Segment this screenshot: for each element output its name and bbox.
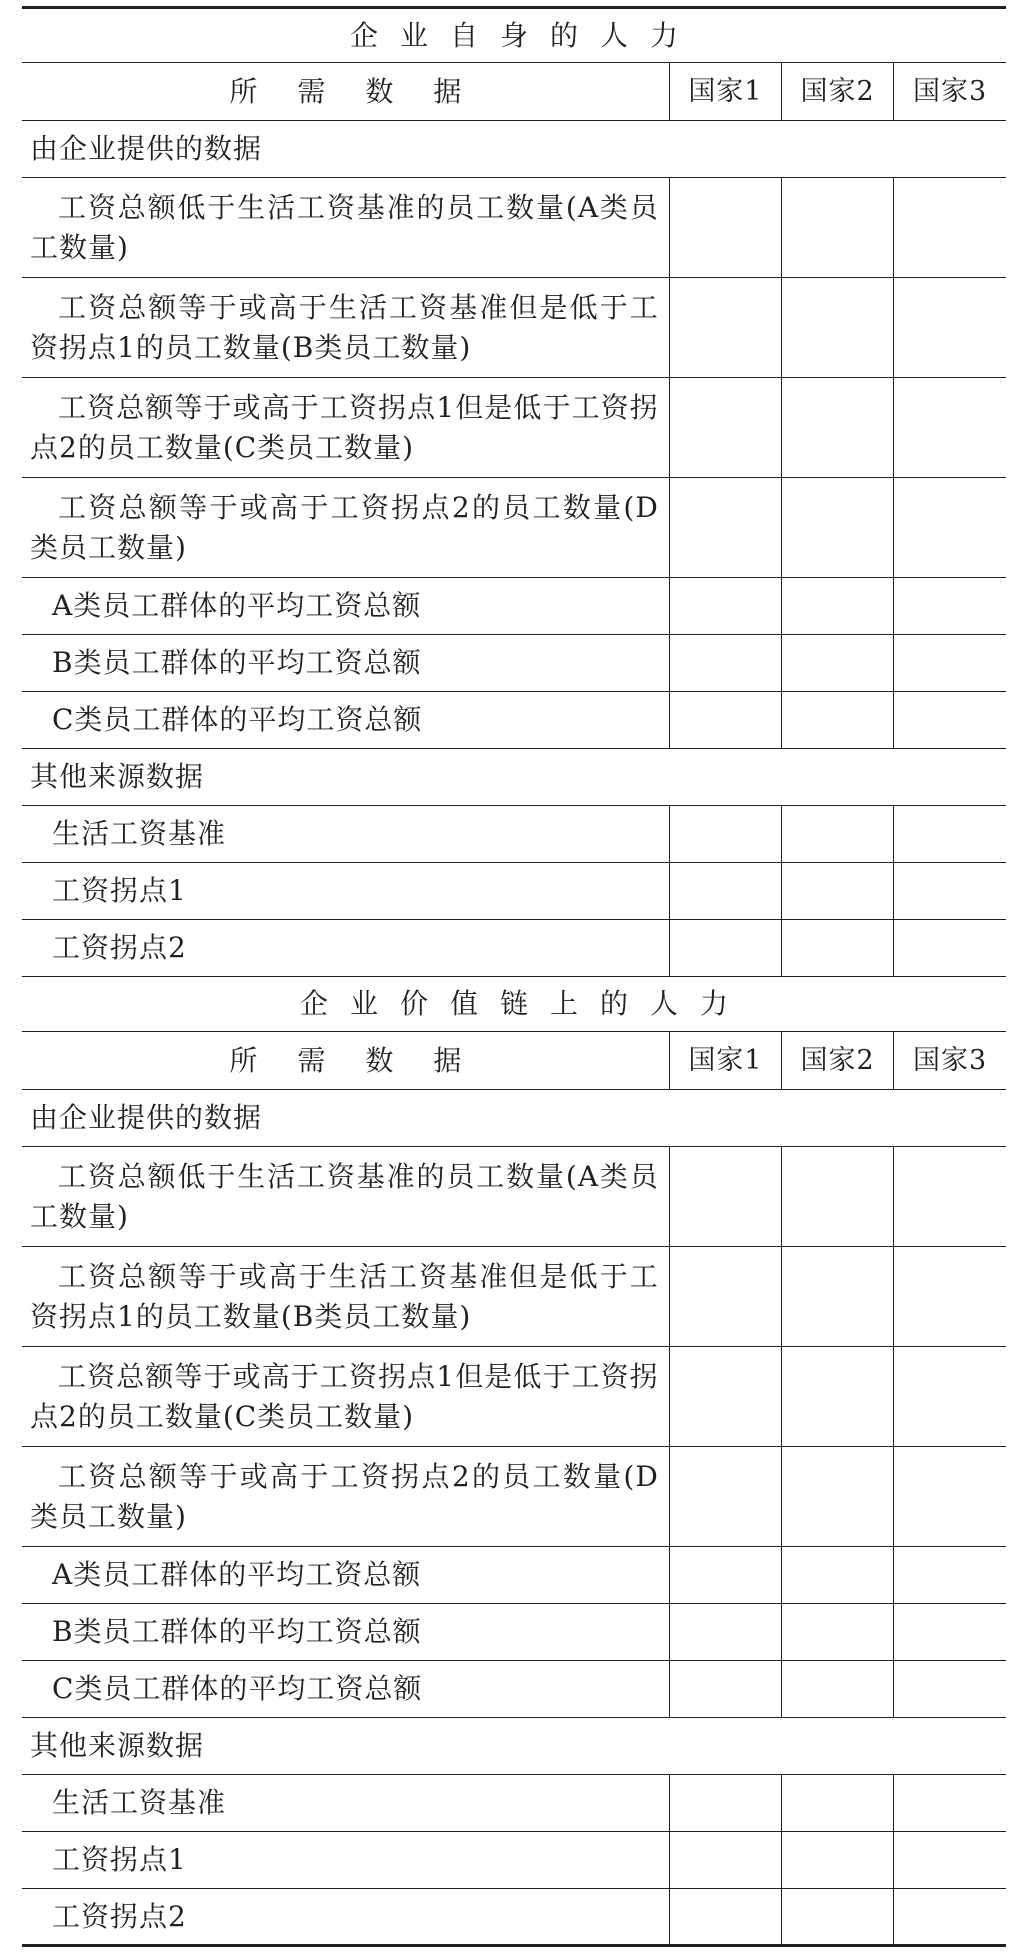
country-2-cell [782, 806, 894, 863]
country-3-cell [894, 578, 1006, 635]
row-label: 生活工资基准 [22, 1775, 669, 1832]
row-label: A类员工群体的平均工资总额 [22, 1547, 669, 1604]
country-1-cell [669, 806, 781, 863]
country-1-cell [669, 278, 781, 378]
row-label: B类员工群体的平均工资总额 [22, 635, 669, 692]
table-row [22, 578, 1006, 635]
group-row [22, 1718, 1006, 1775]
country-2-cell [782, 178, 894, 278]
row-label: 工资总额等于或高于工资拐点1但是低于工资拐点2的员工数量(C类员工数量) [22, 378, 669, 478]
country-1-cell [669, 1889, 781, 1946]
country-3-cell [894, 863, 1006, 920]
country-1-cell [669, 178, 781, 278]
row-label: C类员工群体的平均工资总额 [22, 1661, 669, 1718]
country-3-cell [894, 1447, 1006, 1547]
company-data-group-label: 由企业提供的数据 [22, 121, 1006, 178]
country-1-cell [669, 378, 781, 478]
group-row [22, 1090, 1006, 1147]
group-row [22, 749, 1006, 806]
section-title: 企业价值链上的人力 [22, 977, 1006, 1032]
row-label: 工资总额低于生活工资基准的员工数量(A类员工数量) [22, 178, 669, 278]
country-2-cell [782, 1347, 894, 1447]
country-2-cell [782, 578, 894, 635]
data-requirements-table [22, 6, 1006, 1947]
country-2-header: 国家2 [782, 63, 894, 121]
table-row [22, 1661, 1006, 1718]
country-1-cell [669, 1661, 781, 1718]
country-2-cell [782, 278, 894, 378]
country-3-cell [894, 806, 1006, 863]
table-row [22, 1604, 1006, 1661]
table-row [22, 692, 1006, 749]
country-2-cell [782, 692, 894, 749]
row-label: 工资总额低于生活工资基准的员工数量(A类员工数量) [22, 1147, 669, 1247]
table-row [22, 1247, 1006, 1347]
country-1-cell [669, 692, 781, 749]
country-3-cell [894, 1347, 1006, 1447]
country-3-cell [894, 1832, 1006, 1889]
row-label: 工资总额等于或高于工资拐点2的员工数量(D类员工数量) [22, 478, 669, 578]
country-3-header: 国家3 [894, 63, 1006, 121]
table-row [22, 1347, 1006, 1447]
country-3-cell [894, 1889, 1006, 1946]
country-1-cell [669, 578, 781, 635]
row-label: 工资拐点2 [22, 1889, 669, 1946]
country-1-cell [669, 863, 781, 920]
table-row [22, 1547, 1006, 1604]
table-row [22, 478, 1006, 578]
row-label: B类员工群体的平均工资总额 [22, 1604, 669, 1661]
country-2-cell [782, 863, 894, 920]
country-3-cell [894, 920, 1006, 977]
country-2-header: 国家2 [782, 1032, 894, 1090]
country-2-cell [782, 1547, 894, 1604]
country-3-cell [894, 1604, 1006, 1661]
row-label: 工资总额等于或高于工资拐点2的员工数量(D类员工数量) [22, 1447, 669, 1547]
country-3-cell [894, 635, 1006, 692]
country-3-cell [894, 1547, 1006, 1604]
country-2-cell [782, 1832, 894, 1889]
country-1-cell [669, 1347, 781, 1447]
country-3-cell [894, 692, 1006, 749]
country-2-cell [782, 920, 894, 977]
country-1-cell [669, 920, 781, 977]
data-requirements-document [22, 6, 1006, 1947]
country-2-cell [782, 1775, 894, 1832]
table-row [22, 863, 1006, 920]
country-1-cell [669, 1447, 781, 1547]
column-header-row [22, 63, 1006, 121]
table-row [22, 178, 1006, 278]
row-label: 工资总额等于或高于工资拐点1但是低于工资拐点2的员工数量(C类员工数量) [22, 1347, 669, 1447]
country-2-cell [782, 1247, 894, 1347]
table-row [22, 1889, 1006, 1946]
row-label: 生活工资基准 [22, 806, 669, 863]
row-label: A类员工群体的平均工资总额 [22, 578, 669, 635]
country-1-cell [669, 1775, 781, 1832]
country-1-cell [669, 1604, 781, 1661]
company-data-group-label: 由企业提供的数据 [22, 1090, 1006, 1147]
row-label: C类员工群体的平均工资总额 [22, 692, 669, 749]
section-title: 企业自身的人力 [22, 8, 1006, 63]
table-row [22, 920, 1006, 977]
country-3-header: 国家3 [894, 1032, 1006, 1090]
country-1-header: 国家1 [669, 1032, 781, 1090]
table-row [22, 806, 1006, 863]
country-3-cell [894, 1147, 1006, 1247]
column-header-row [22, 1032, 1006, 1090]
row-label: 工资总额等于或高于生活工资基准但是低于工资拐点1的员工数量(B类员工数量) [22, 1247, 669, 1347]
country-3-cell [894, 1661, 1006, 1718]
table-row [22, 1775, 1006, 1832]
table-row [22, 1832, 1006, 1889]
country-3-cell [894, 478, 1006, 578]
table-row [22, 278, 1006, 378]
table-row [22, 378, 1006, 478]
required-data-header: 所需数据 [22, 63, 669, 121]
row-label: 工资拐点1 [22, 1832, 669, 1889]
country-2-cell [782, 635, 894, 692]
country-1-cell [669, 478, 781, 578]
row-label: 工资总额等于或高于生活工资基准但是低于工资拐点1的员工数量(B类员工数量) [22, 278, 669, 378]
country-1-cell [669, 1247, 781, 1347]
country-1-cell [669, 1547, 781, 1604]
other-data-group-label: 其他来源数据 [22, 749, 1006, 806]
group-row [22, 121, 1006, 178]
other-data-group-label: 其他来源数据 [22, 1718, 1006, 1775]
country-2-cell [782, 1604, 894, 1661]
row-label: 工资拐点2 [22, 920, 669, 977]
country-2-cell [782, 1447, 894, 1547]
country-3-cell [894, 1775, 1006, 1832]
table-row [22, 635, 1006, 692]
country-2-cell [782, 1147, 894, 1247]
country-3-cell [894, 1247, 1006, 1347]
country-3-cell [894, 178, 1006, 278]
country-3-cell [894, 378, 1006, 478]
section-title-row [22, 8, 1006, 63]
country-1-header: 国家1 [669, 63, 781, 121]
country-2-cell [782, 478, 894, 578]
table-row [22, 1447, 1006, 1547]
required-data-header: 所需数据 [22, 1032, 669, 1090]
country-1-cell [669, 635, 781, 692]
country-2-cell [782, 378, 894, 478]
table-row [22, 1147, 1006, 1247]
country-3-cell [894, 278, 1006, 378]
country-1-cell [669, 1832, 781, 1889]
country-2-cell [782, 1889, 894, 1946]
row-label: 工资拐点1 [22, 863, 669, 920]
country-2-cell [782, 1661, 894, 1718]
country-1-cell [669, 1147, 781, 1247]
section-title-row [22, 977, 1006, 1032]
